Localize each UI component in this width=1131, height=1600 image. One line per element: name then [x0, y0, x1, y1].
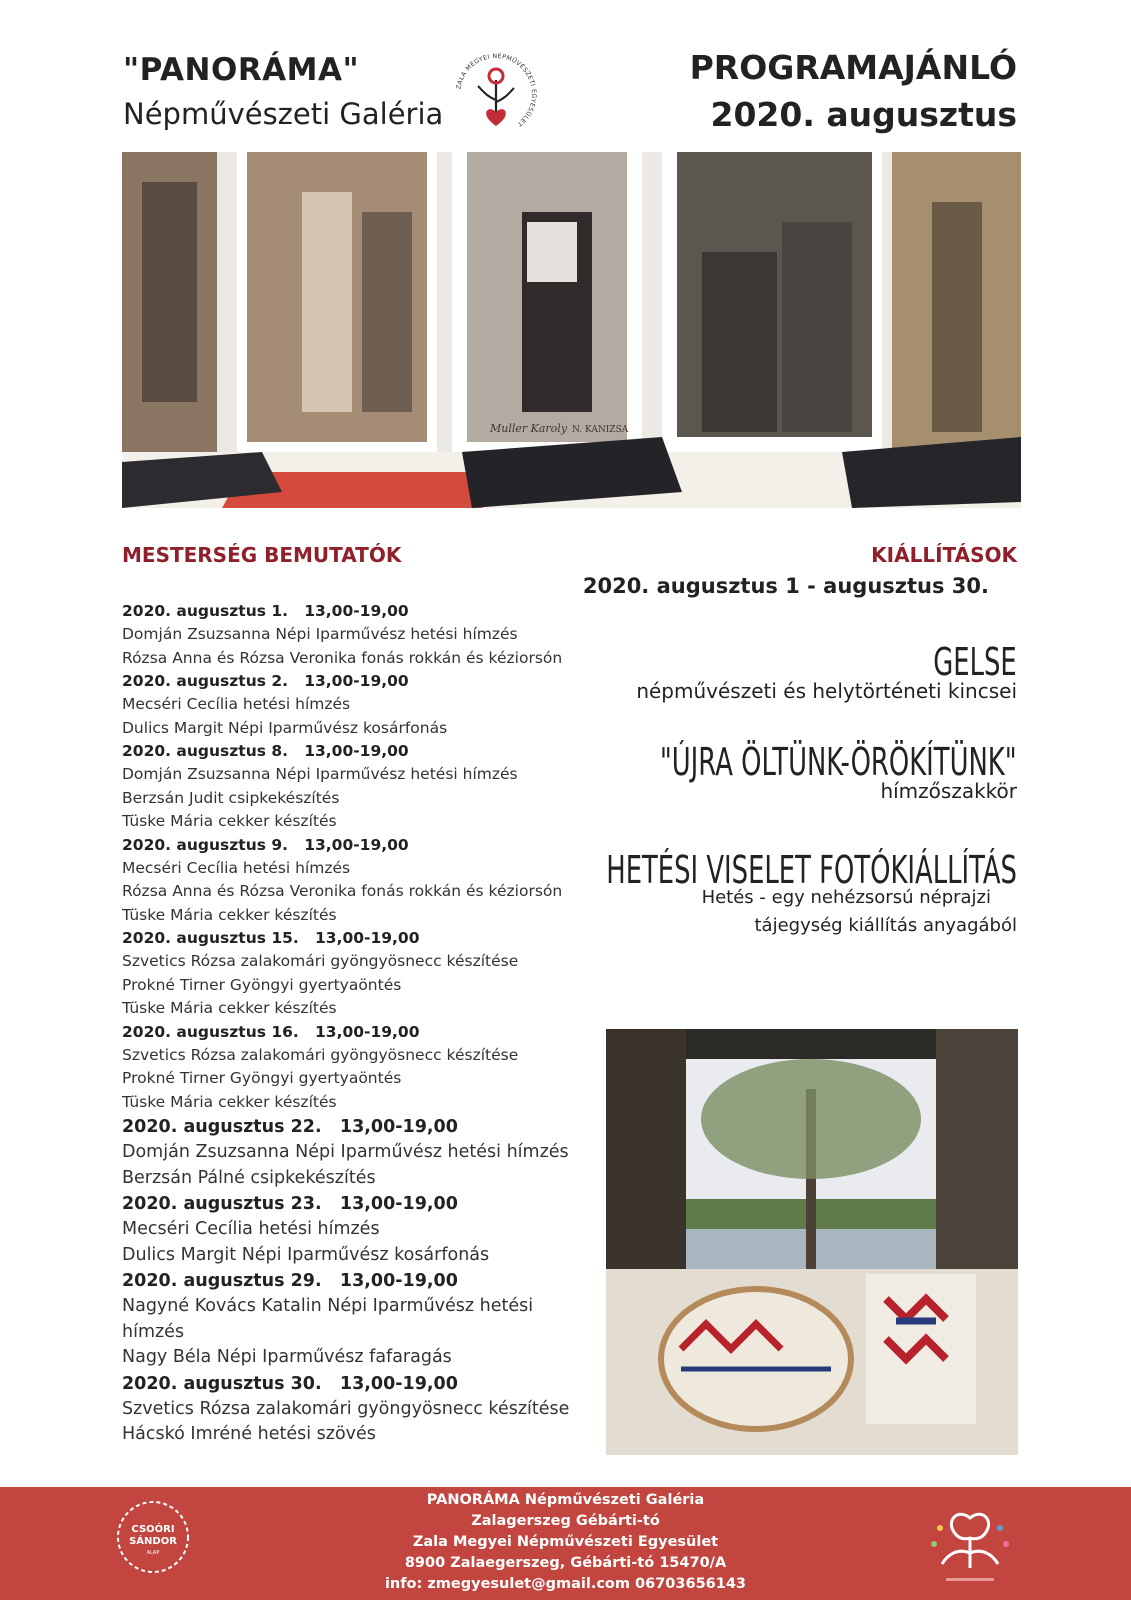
- crafts-schedule: [122, 600, 592, 1448]
- event-item: Prokné Tirner Gyöngyi gyertyaöntés: [122, 975, 402, 994]
- event-item: Hácskó Imréné hetési szövés: [122, 1424, 376, 1444]
- event-item: Tüske Mária cekker készítés: [122, 905, 337, 924]
- event-item: Mecséri Cecília hetési hímzés: [122, 695, 351, 713]
- association-logo-icon: [452, 50, 540, 138]
- event-date: 2020. augusztus 2. 13,00-19,00: [122, 672, 409, 690]
- event-day: [122, 670, 592, 740]
- event-item: Domján Zsuzsanna Népi Iparművész hetési hímzés: [122, 765, 518, 783]
- event-day: [122, 1268, 592, 1371]
- event-day: [122, 1371, 592, 1448]
- event-item: Tüske Mária cekker készítés: [122, 1092, 337, 1111]
- photo-caption-city: N. KANIZSA: [572, 425, 629, 435]
- event-day: [122, 834, 592, 928]
- event-item: Nagy Béla Népi Iparművész fafaragás: [122, 1347, 452, 1367]
- footer-contact: info: zmegyesulet@gmail.com 06703656143: [384, 1576, 747, 1592]
- event-day: [122, 927, 592, 1021]
- event-date: 2020. augusztus 9. 13,00-19,00: [122, 835, 409, 854]
- event-item: Dulics Margit Népi Iparművész kosárfonás: [122, 718, 448, 737]
- gallery-subtitle: Népművészeti Galéria: [123, 97, 444, 131]
- event-date: 2020. augusztus 8. 13,00-19,00: [122, 742, 409, 760]
- photo-caption-studio: Muller Karoly: [490, 422, 568, 435]
- crafts-heading: MESTERSÉG BEMUTATÓK: [122, 543, 402, 567]
- event-day: [122, 1191, 592, 1268]
- logo-ring-text: ZALA MEGYEI NÉPMŰVÉSZETI EGYESÜLET: [455, 52, 538, 128]
- event-date: 2020. augusztus 23. 13,00-19,00: [122, 1194, 458, 1214]
- exhibition-title: HETÉSI VISELET FOTÓKIÁLLÍTÁS: [606, 848, 1017, 892]
- event-date: 2020. augusztus 22. 13,00-19,00: [122, 1117, 458, 1137]
- event-item: Dulics Margit Népi Iparművész kosárfonás: [122, 1244, 490, 1265]
- event-date: 2020. augusztus 15. 13,00-19,00: [122, 929, 420, 947]
- event-item: hímzés: [122, 1321, 185, 1342]
- event-item: Rózsa Anna és Rózsa Veronika fonás rokkán és kéziorsón: [122, 648, 563, 667]
- vintage-family-photos-image: [122, 152, 1021, 508]
- event-date: 2020. augusztus 29. 13,00-19,00: [122, 1271, 458, 1291]
- event-item: Mecséri Cecília hetési hímzés: [122, 858, 351, 877]
- event-item: Mecséri Cecília hetési hímzés: [122, 1219, 380, 1239]
- event-item: Szvetics Rózsa zalakomári gyöngyösnecc készítése: [122, 1398, 570, 1419]
- exhibitions-date-range: 2020. augusztus 1 - augusztus 30.: [582, 574, 989, 598]
- csoori-line3: ALAP: [146, 1550, 160, 1556]
- gallery-name: "PANORÁMA": [123, 52, 360, 88]
- event-day: [122, 600, 592, 670]
- exhibition-subtitle: Hetés - egy nehézsorsú néprajzi: [701, 887, 991, 908]
- event-day: [122, 740, 592, 834]
- event-item: Domján Zsuzsanna Népi Iparművész hetési hímzés: [122, 1142, 569, 1162]
- event-item: Berzsán Judit csipkekészítés: [122, 788, 340, 807]
- exhibition-subtitle: tájegység kiállítás anyagából: [754, 915, 1017, 936]
- event-day: [122, 1021, 592, 1115]
- folk-tulip-emblem-icon: [918, 1498, 1022, 1588]
- event-date: 2020. augusztus 1. 13,00-19,00: [122, 602, 409, 620]
- event-item: Domján Zsuzsanna Népi Iparművész hetési hímzés: [122, 625, 518, 643]
- footer-address: 8900 Zalaegerszeg, Gébárti-tó 15470/A: [404, 1555, 727, 1571]
- event-item: Tüske Mária cekker készítés: [122, 812, 337, 830]
- exhibitions-heading: KIÁLLÍTÁSOK: [871, 543, 1017, 567]
- event-item: Berzsán Pálné csipkekészítés: [122, 1167, 376, 1188]
- event-day: [122, 1114, 592, 1191]
- event-item: Szvetics Rózsa zalakomári gyöngyösnecc készítése: [122, 952, 519, 970]
- event-date: 2020. augusztus 16. 13,00-19,00: [122, 1022, 420, 1041]
- exhibition-title: "ÚJRA ÖLTÜNK-ÖRÖKÍTÜNK": [660, 740, 1017, 784]
- event-item: Nagyné Kovács Katalin Népi Iparművész hetési: [122, 1296, 534, 1316]
- exhibition-title: GELSE: [933, 640, 1017, 684]
- csoori-line2: SÁNDOR: [129, 1536, 177, 1547]
- event-date: 2020. augusztus 30. 13,00-19,00: [122, 1373, 458, 1394]
- event-item: Prokné Tirner Gyöngyi gyertyaöntés: [122, 1069, 402, 1087]
- csoori-sandor-alap-logo-icon: [114, 1498, 192, 1576]
- footer-association: Zala Megyei Népművészeti Egyesület: [412, 1534, 719, 1550]
- event-item: Tüske Mária cekker készítés: [122, 999, 337, 1017]
- program-month: 2020. augusztus: [710, 95, 1017, 134]
- csoori-line1: CSOÓRI: [131, 1524, 175, 1535]
- footer-location: Zalagerszeg Gébárti-tó: [471, 1513, 660, 1529]
- exhibition-subtitle: népművészeti és helytörténeti kincsei: [636, 679, 1017, 703]
- event-item: Szvetics Rózsa zalakomári gyöngyösnecc készítése: [122, 1045, 519, 1064]
- event-item: Rózsa Anna és Rózsa Veronika fonás rokkán és kéziorsón: [122, 882, 563, 900]
- exhibition-subtitle: hímzőszakkör: [880, 779, 1017, 803]
- program-title: PROGRAMAJÁNLÓ: [689, 48, 1017, 87]
- embroidery-lake-view-image: [606, 1029, 1018, 1455]
- footer-gallery-name: PANORÁMA Népművészeti Galéria: [426, 1492, 705, 1508]
